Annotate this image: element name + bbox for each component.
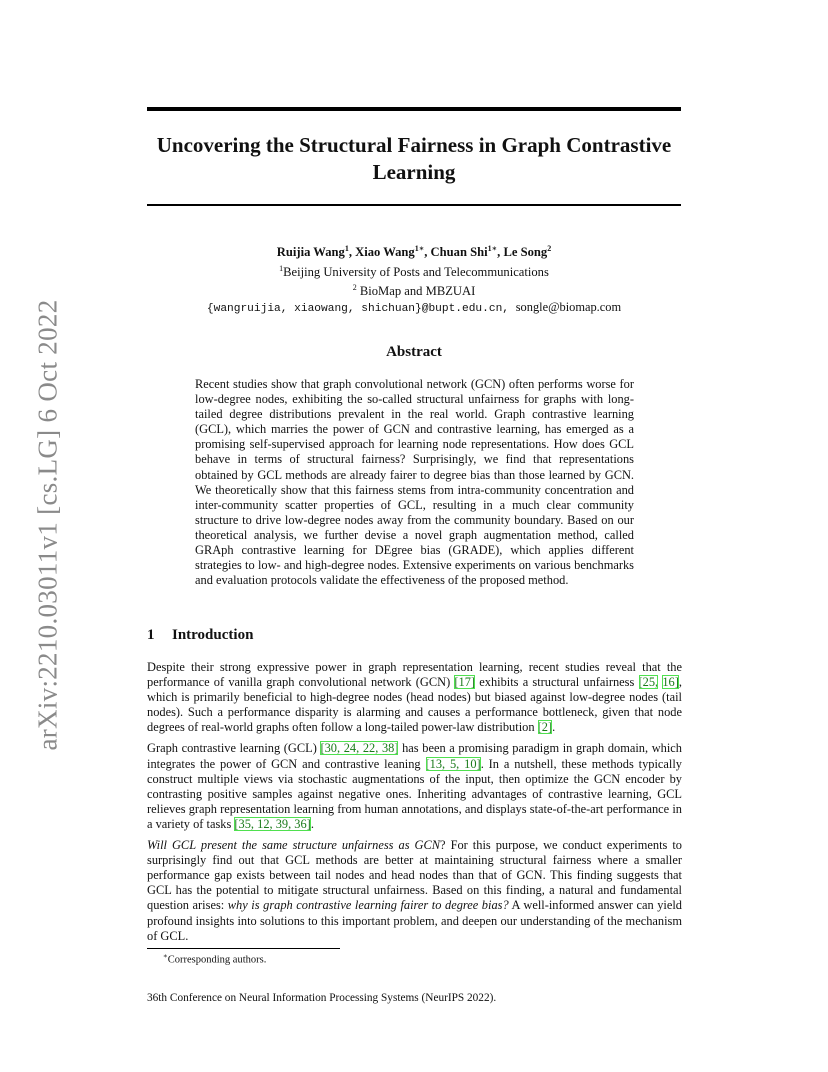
author-name: Chuan Shi	[430, 245, 488, 260]
paragraph	[147, 660, 682, 735]
text-run: . In a nutshell, these methods typically construct multiple views via stochastic augmentations of the input, then optimize the GCN encoder by contrasting positive samples against negative ones. Inheriting advantages of contrastive learning, GCL relieves graph representation learning from human annotations, and displays state-of-the-art performance in a variety of tasks	[147, 756, 683, 831]
arxiv-stamp: arXiv:2210.03011v1 [cs.LG] 6 Oct 2022	[32, 299, 63, 751]
citation-link[interactable]: [25,	[638, 675, 659, 690]
citation-link[interactable]: [13, 5, 10]	[425, 756, 481, 771]
italic-question: why is graph contrastive learning fairer to degree bias?	[227, 898, 509, 913]
footnote	[163, 952, 266, 966]
abstract-heading: Abstract	[386, 344, 442, 360]
affiliation-mark: 2	[547, 244, 552, 253]
email-list: {wangruijia, xiaowang, shichuan}@bupt.edu.cn	[206, 303, 503, 316]
text-run: , which is primarily beneficial to high-degree nodes (head nodes) but biased against low-degree nodes (tail nodes). Such a performance disparity is alarming and causes a performance bottleneck, given that node degrees of real-world graphs often follow a long-tailed power-law distribution	[147, 675, 682, 735]
text-run: .	[310, 816, 314, 831]
affiliation-1	[147, 261, 681, 281]
affiliation-text: BioMap and MBZUAI	[359, 284, 476, 299]
citation-link[interactable]: [17]	[454, 675, 476, 690]
text-run: A well-informed answer can yield profound insights into solutions to this important problem, and deepen our understanding of the mechanism of GCL.	[147, 898, 683, 943]
author-name: Le Song	[503, 245, 548, 260]
author-block	[147, 241, 681, 318]
italic-question: Will GCL present the same structure unfairness as GCN	[147, 838, 441, 853]
affiliation-mark: 1	[344, 244, 349, 253]
abstract-text: Recent studies show that graph convolutional network (GCN) often performs worse for low-degree nodes, exhibiting the so-called structural unfairness for graphs with long-tailed degree distributions prevalent in the real world. Graph contrastive learning (GCL), which marries the power of GCN and contrastive learning, has emerged as a promising self-supervised approach for learning node representations. How does GCL behave in terms of structural fairness? Surprisingly, we find that representations obtained by GCL methods are already fairer to degree bias than those learned by GCN. We theoretically show that this fairness stems from intra-community concentration and inter-community scatter properties of GCL, resulting in a much clear community structure to drive low-degree nodes away from the community boundary. Based on our theoretical analysis, we further devise a novel graph augmentation method, called GRAph contrastive learning for DEgree bias (GRADE), which applies different strategies to low- and high-degree nodes. Extensive experiments on various benchmarks and evaluation protocols validate the effectiveness of the proposed method.	[195, 377, 634, 588]
section-title: Introduction	[172, 627, 254, 643]
affiliation-mark: 2	[352, 283, 357, 293]
text-run: has been a promising paradigm in graph domain, which integrates the power of GCN and contrastive leaning	[147, 741, 682, 771]
author-name: Ruijia Wang	[276, 245, 345, 260]
citation-link[interactable]: 16]	[662, 675, 679, 690]
affiliation-mark: 1∗	[487, 244, 498, 253]
paragraph	[147, 838, 682, 944]
affiliation-text: Beijing University of Posts and Telecommunications	[283, 264, 549, 279]
section-number: 1	[147, 627, 155, 643]
citation-link[interactable]: [30, 24, 22, 38]	[320, 741, 399, 756]
email: songle@biomap.com	[515, 300, 622, 315]
footnote-rule	[147, 948, 340, 949]
section-heading	[147, 627, 253, 644]
text-run: Graph contrastive learning (GCL)	[147, 741, 321, 756]
author-name: Xiao Wang	[355, 245, 415, 260]
affiliation-mark: 1∗	[414, 244, 425, 253]
author-emails: {wangruijia, xiaowang, shichuan}@bupt.edu.cn, songle@biomap.com	[206, 300, 622, 316]
affiliation-2	[147, 280, 681, 300]
text-run: ? For this purpose, we conduct experiments to surprisingly find out that GCL methods are better at maintaining structural fairness where a smaller performance gap exists between tail nodes and head nodes than that of GCN. This finding suggests that GCL has the potential to mitigate structural unfairness. Based on this finding, a natural and fundamental question arises:	[147, 838, 682, 913]
paper-title: Uncovering the Structural Fairness in Graph Contrastive Learning	[156, 133, 672, 184]
text-run: Despite their strong expressive power in graph representation learning, recent studies reveal that the performance of vanilla graph convolutional network (GCN)	[147, 660, 682, 690]
citation-link[interactable]: [35, 12, 39, 36]	[234, 816, 311, 831]
section-body	[147, 660, 682, 950]
title-top-rule	[147, 107, 681, 111]
footnote-mark: ∗	[163, 952, 168, 960]
author-names: Ruijia Wang$^1$, Xiao Wang$^{1∗}$, Chuan Shi$^{1∗}$, Le Song$^2$	[276, 244, 552, 260]
paragraph	[147, 741, 682, 832]
text-run: .	[552, 720, 556, 735]
title-bottom-rule	[147, 204, 681, 206]
affiliation-mark: 1	[279, 263, 284, 273]
text-run: exhibits a structural unfairness	[475, 675, 639, 690]
footnote-text: Corresponding authors.	[167, 954, 267, 966]
citation-link[interactable]: [2]	[537, 720, 553, 735]
venue-line: 36th Conference on Neural Information Processing Systems (NeurIPS 2022).	[147, 992, 497, 1004]
